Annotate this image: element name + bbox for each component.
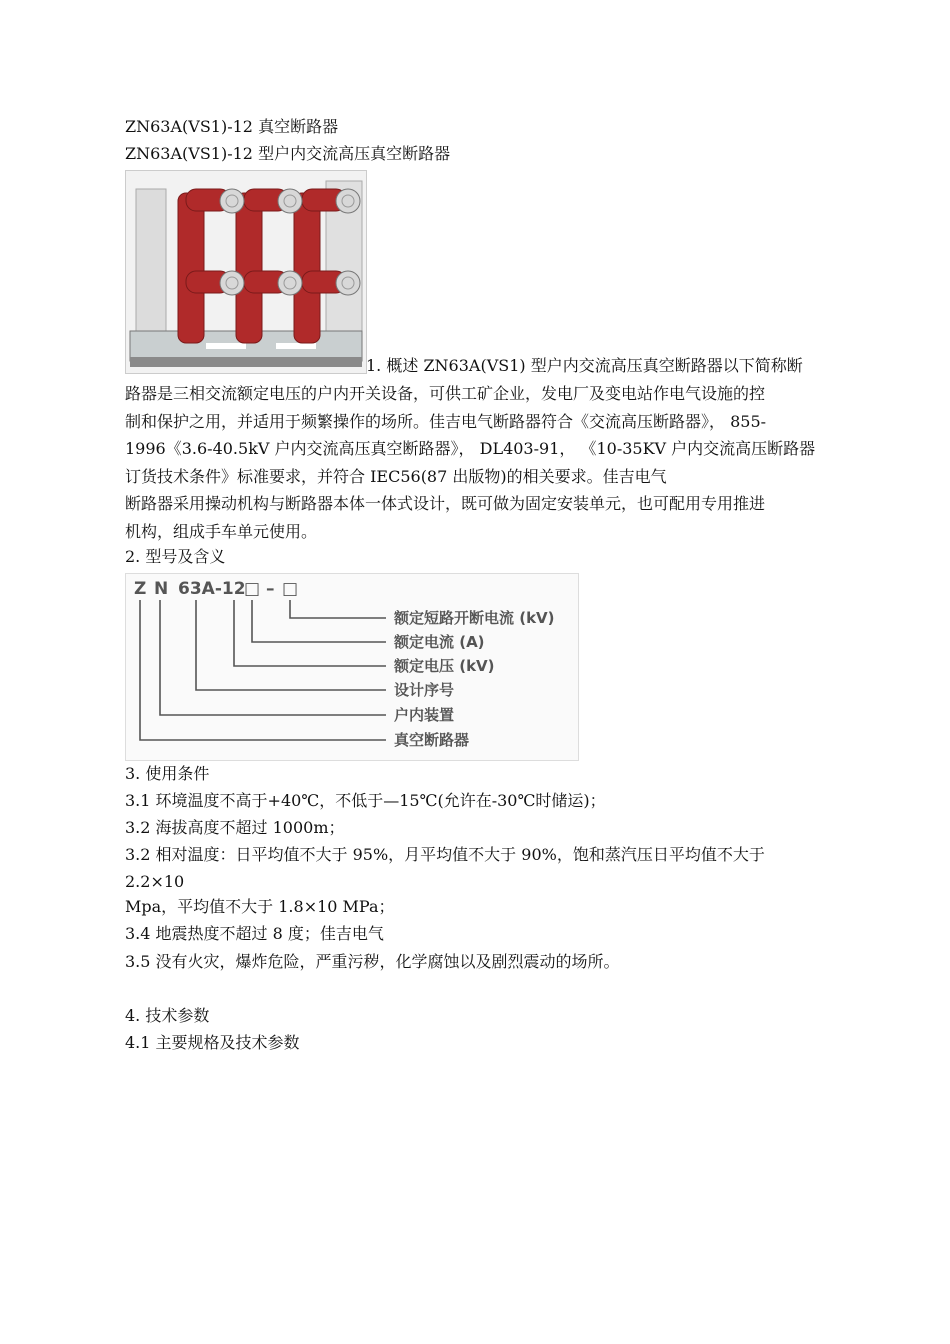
section3-item: Mpa，平均值不大于 1.8×10 MPa； xyxy=(125,897,395,916)
code-box-2: □ xyxy=(282,579,299,599)
code-series: 63A-12 xyxy=(178,579,246,599)
section1-body xyxy=(125,380,828,545)
section3-item: 3.2 相对温度：日平均值不大于 95%，月平均值不大于 90%，饱和蒸汽压日平均值不大于 xyxy=(125,845,765,864)
code-box-1: □ xyxy=(244,579,261,599)
code-n: N xyxy=(154,579,169,599)
section4-sub: 4.1 主要规格及技术参数 xyxy=(125,1033,300,1052)
section1-line: 机构，组成手车单元使用。 xyxy=(125,521,318,541)
label-rated-current: 额定电流 (A) xyxy=(394,633,485,651)
label-design-number: 设计序号 xyxy=(394,681,455,699)
section4-title: 4. 技术参数 xyxy=(125,1006,210,1025)
section1-first-line: 1. 概述 ZN63A(VS1) 型户内交流高压真空断路器以下简称断 xyxy=(366,356,803,375)
code-z: Z xyxy=(134,579,147,599)
section3-title: 3. 使用条件 xyxy=(125,764,210,783)
section1-line: 断路器采用操动机构与断路器本体一体式设计，既可做为固定安装单元，也可配用专用推进 xyxy=(125,494,766,513)
title-line-2: ZN63A(VS1)-12 型户内交流高压真空断路器 xyxy=(125,144,451,163)
label-vacuum-breaker: 真空断路器 xyxy=(394,731,470,749)
section1-line: 1996《3.6-40.5kV 户内交流高压真空断路器》， DL403-91， 《10-35KV 户内交流高压断路器 xyxy=(125,439,816,458)
code-dash: – xyxy=(266,579,275,599)
section3-item: 3.1 环境温度不高于+40℃，不低于—15℃(允许在-30℃时储运)； xyxy=(125,791,606,810)
breaker-photo xyxy=(125,170,367,374)
label-rated-voltage: 额定电压 (kV) xyxy=(394,657,495,675)
section2-title: 2. 型号及含义 xyxy=(125,547,226,566)
label-indoor-device: 户内装置 xyxy=(394,706,455,724)
section3-item: 3.4 地震热度不超过 8 度；佳吉电气 xyxy=(125,924,384,943)
model-code-diagram xyxy=(125,573,579,761)
section3-item: 3.5 没有火灾，爆炸危险，严重污秽，化学腐蚀以及剧烈震动的场所。 xyxy=(125,952,620,971)
label-breaking-current: 额定短路开断电流 (kV) xyxy=(394,609,555,627)
section1-line: 路器是三相交流额定电压的户内开关设备，可供工矿企业，发电厂及变电站作电气设施的控 xyxy=(125,384,766,403)
section1-line: 订货技术条件》标准要求，并符合 IEC56(87 出版物)的相关要求。佳吉电气 xyxy=(125,466,667,486)
section3-item: 2.2×10 xyxy=(125,872,185,891)
section3-item: 3.2 海拔高度不超过 1000m； xyxy=(125,818,345,837)
section1-line: 制和保护之用，并适用于频繁操作的场所。佳吉电气断路器符合《交流高压断路器》， 855- xyxy=(125,411,767,431)
title-line-1: ZN63A(VS1)-12 真空断路器 xyxy=(125,117,339,136)
